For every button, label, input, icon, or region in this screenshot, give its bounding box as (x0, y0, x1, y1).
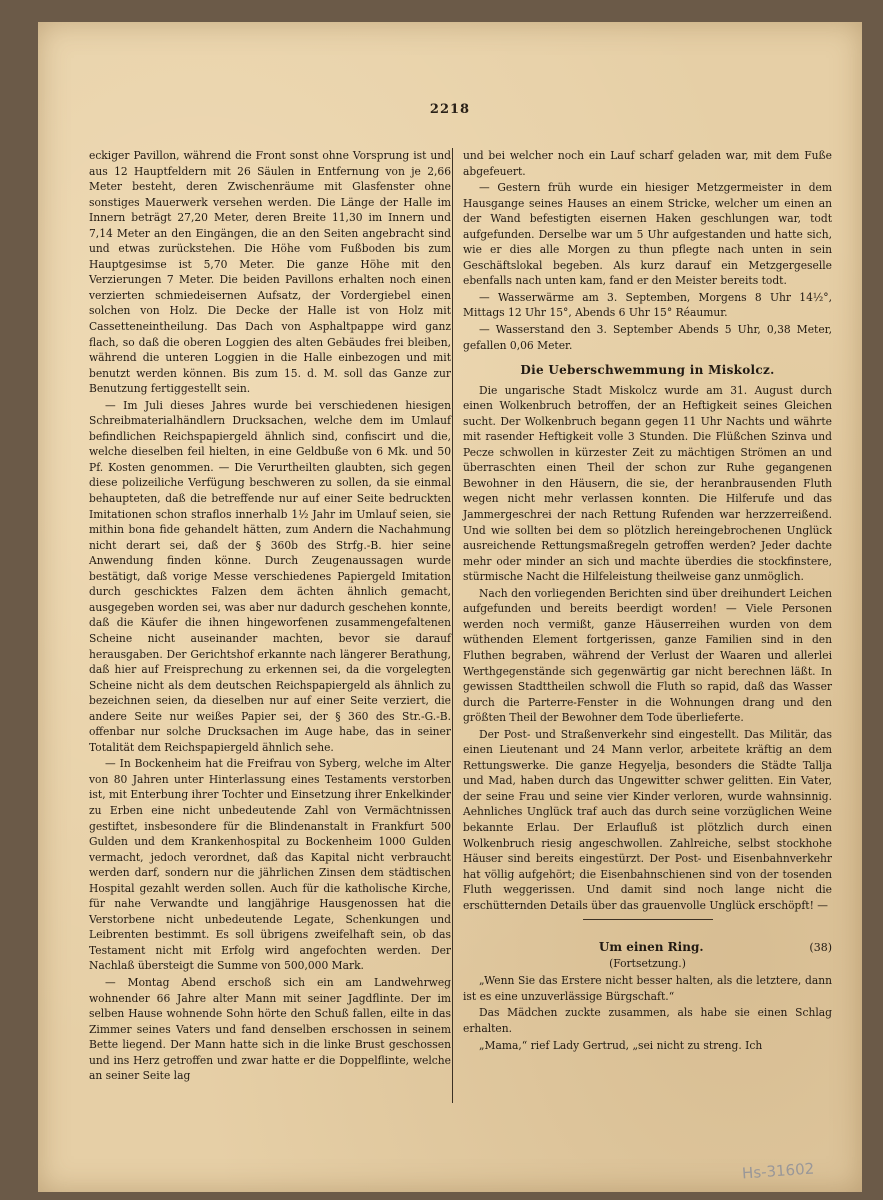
left-column (89, 148, 451, 1085)
story-paragraph: Das Mädchen zuckte zusammen, als habe sie einen Schlag erhalten. (463, 1006, 832, 1035)
article-continuation-text: und bei welcher noch ein Lauf scharf geladen war, mit dem Fuße abgefeuert. (463, 149, 832, 178)
story-paragraph: „Wenn Sie das Erstere nicht besser halten, als die letztere, dann ist es eine unzuverlässige Bürgschaft.“ (463, 974, 832, 1003)
section-rule (583, 919, 713, 920)
story-part-number: (38) (809, 941, 832, 955)
article-metzger-text: — Gestern früh wurde ein hiesiger Metzgermeister in dem Hausgange seines Hauses an einem Stricke, welcher um einen an der Wand befestigten eisernen Haken geschlungen war, todt aufgefunden. Derselbe war um 5 Uhr aufgestanden und hatte sich, wie er dies alle Morgen zu thun pflegte nach unten in sein Geschäftslokal begeben. Als kurz darauf ein Metzgergeselle ebenfalls nach unten kam, fand er den Meister bereits todt. (463, 181, 832, 288)
story-header (463, 940, 832, 956)
water-temperature-text: — Wasserwärme am 3. Septemben, Morgens 8 Uhr 14½°, Mittags 12 Uhr 15°, Abends 6 Uhr 15° Réaumur. (463, 290, 832, 320)
archive-stamp: Hs-31602 (741, 1159, 815, 1183)
story-paragraph: „Mama,“ rief Lady Gertrud, „sei nicht zu streng. Ich (479, 1038, 763, 1052)
water-level-text: — Wasserstand den 3. September Abends 5 Uhr, 0,38 Meter, gefallen 0,06 Meter. (463, 323, 832, 352)
column-divider (452, 148, 453, 1103)
right-column (463, 148, 832, 1054)
article-pavillon-text: eckiger Pavillon, während die Front sonst ohne Vorsprung ist und aus 12 Hauptfeldern mit 26 Säulen in Entfernung von je 2,66 Meter besteht, deren Zwischenräume mit Glasfenster ohne sonstiges Mauerwerk versehen werden. Die Länge der Halle im Innern beträgt 27,20 Meter, deren Breite 11,30 im Innern und 7,14 Meter an den Eingängen, die an den Seiten angebracht sind und etwas zurückstehen. Die Höhe vom Fußboden bis zum Hauptgesimse ist 5,70 Meter. Die ganze Höhe mit den Verzierungen 7 Meter. Die beiden Pavillons erhalten noch einen verzierten schmiedeisernen Aufsatz, der Vordergiebel einen solchen von Holz. Die Decke der Halle ist von Holz mit Cassetteneintheilung. Das Dach von Asphaltpappe wird ganz flach, so daß die oberen Loggien des alten Gebäudes frei bleiben, während die unteren Loggien in die Halle einbezogen und mit benutzt werden können. Bis zum 15. d. M. soll das Ganze zur Benutzung fertiggestellt sein. (89, 149, 451, 396)
article-bockenheim-text: — In Bockenheim hat die Freifrau von Syberg, welche im Alter von 80 Jahren unter Hinterlassung eines Testaments verstorben ist, mit Enterbung ihrer Tochter und Einsetzung ihrer Enkelkinder zu Erben eine nicht unbedeutende Zahl von Vermächtnissen gestiftet, insbesondere für die Blindenanstalt in Frankfurt 500 Gulden und dem Krankenhospital zu Bockenheim 1000 Gulden vermacht, jedoch verordnet, daß das Kapital nicht verbraucht werden darf, sondern nur die jährlichen Zinsen dem städtischen Hospital gezahlt werden sollen. Auch für die katholische Kirche, für nahe Verwandte und langjährige Hausgenossen hat die Verstorbene nicht unbedeutende Legate, Schenkungen und Leibrenten bestimmt. Es soll übrigens zweifelhaft sein, ob das Testament nicht mit Erfolg wird angefochten werden. Der Nachlaß übersteigt die Summe von 500,000 Mark. (89, 757, 451, 973)
article-papiergeld-text: — Im Juli dieses Jahres wurde bei verschiedenen hiesigen Schreibmaterialhändlern Drucksachen, welche dem im Umlauf befindlichen Reichspapiergeld ähnlich sind, confiscirt und die, welche dieselben feil hielten, in eine Geldbuße von 6 Mk. und 50 Pf. Kosten genommen. — Die Verurtheilten glaubten, sich gegen diese polizeiliche Verfügung beschweren zu sollen, da sie einmal behaupteten, daß die betreffende nur auf einer Seite bedruckten Imitationen schon straflos innerhalb 1½ Jahr im Umlauf seien, sie mithin bona fide gehandelt hätten, zum Andern die Nachahmung nicht derart sei, daß der § 360b des Strfg.-B. hier seine Anwendung finden könne. Durch Zeugenaussagen wurde bestätigt, daß vorige Messe verschiedenes Papiergeld Imitation durch geschicktes Falzen dem ächten ähnlich gemacht, ausgegeben worden sei, was aber nur dadurch geschehen konnte, daß die Käufer die ihnen hingeworfenen zusammengefaltenen Scheine nicht auseinander machten, bevor sie darauf herausgaben. Der Gerichtshof erkannte nach längerer Berathung, daß hier auf Freisprechung zu erkennen sei, da die vorgelegten Scheine nicht als dem deutschen Reichspapiergeld als ähnlich zu bezeichnen seien, da dieselben nur auf einer Seite verziert, die andere Seite nur weißes Papier sei, der § 360 des Str.-G.-B. offenbar nur solche Drucksachen im Auge habe, das in seiner Totalität dem Reichspapiergeld ähnlich sehe. (89, 398, 451, 754)
newspaper-page (38, 22, 862, 1192)
page-number: 2218 (429, 102, 471, 117)
article-suicide-text: — Montag Abend erschoß sich ein am Landwehrweg wohnender 66 Jahre alter Mann mit seiner Jagdflinte. Der im selben Hause wohnende Sohn hörte den Schuß fallen, eilte in das Zimmer seines Vaters und fand denselben erschossen in seinem Bette liegend. Der Mann hatte sich in die linke Brust geschossen und ins Herz getroffen und zwar hatte er die Doppelflinte, welche an seiner Seite lag (89, 975, 451, 1083)
miskolcz-heading: Die Ueberschwemmung in Miskolcz. (520, 363, 775, 378)
story-title: Um einen Ring. (598, 940, 704, 955)
miskolcz-paragraph: Nach den vorliegenden Berichten sind über dreihundert Leichen aufgefunden und bereits beerdigt worden! — Viele Personen werden noch vermißt, ganze Häuserreihen wurden von dem wüthenden Element fortgerissen, ganze Familien sind in den Fluthen begraben, während der Verlust der Waaren und allerlei Werthgegenstände sich gegenwärtig gar nicht berechnen läßt. In gewissen Stadttheilen schwoll die Fluth so rapid, daß das Wasser durch die Parterre-Fenster in die Wohnungen drang und den größten Theil der Bewohner dem Tode überlieferte. (463, 586, 832, 725)
miskolcz-paragraph: Die ungarische Stadt Miskolcz wurde am 31. August durch einen Wolkenbruch betroffen, der an Heftigkeit seines Gleichen sucht. Der Wolkenbruch begann gegen 11 Uhr Nachts und währte mit rasender Heftigkeit volle 3 Stunden. Die Flüßchen Szinva und Pecze schwollen in kürzester Zeit zu mächtigen Strömen an und überraschten einen Theil der schon zur Ruhe gegangenen Bewohner in den Häusern, die sie, der heranbrausenden Fluth wegen nicht mehr verlassen konnten. Die Hilferufe und das Jammergeschrei der nach Rettung Rufenden war herzzerreißend. Und wie sollten bei dem so plötzlich hereingebrochenen Unglück ausreichende Rettungsmaßregeln getroffen werden? Jeder dachte mehr oder minder an sich und machte überdies die stockfinstere, stürmische Nacht die Hilfeleistung theilweise ganz unmöglich. (463, 383, 832, 584)
miskolcz-paragraph: Der Post- und Straßenverkehr sind eingestellt. Das Militär, das einen Lieutenant und 24 Mann verlor, arbeitete kräftig an dem Rettungswerke. Die ganze Hegyelja, besonders die Städte Tallja und Mad, haben durch das Ungewitter schwer gelitten. Ein Vater, der seine Frau und seine vier Kinder verloren, wurde wahnsinnig. Aehnliches Unglück traf auch das durch seine vorzüglichen Weine bekannte Erlau. Der Erlaufluß ist plötzlich durch einen Wolkenbruch riesig angeschwollen. Zahlreiche, selbst stockhohe Häuser sind bereits eingestürzt. Der Post- und Eisenbahnverkehr hat völlig aufgehört; die Eisenbahnschienen sind von der tosenden Fluth weggerissen. Und damit sind noch lange nicht die erschütternden Details über das grauenvolle Unglück erschöpft! — (463, 727, 832, 912)
story-subtitle: (Fortsetzung.) (609, 956, 686, 970)
